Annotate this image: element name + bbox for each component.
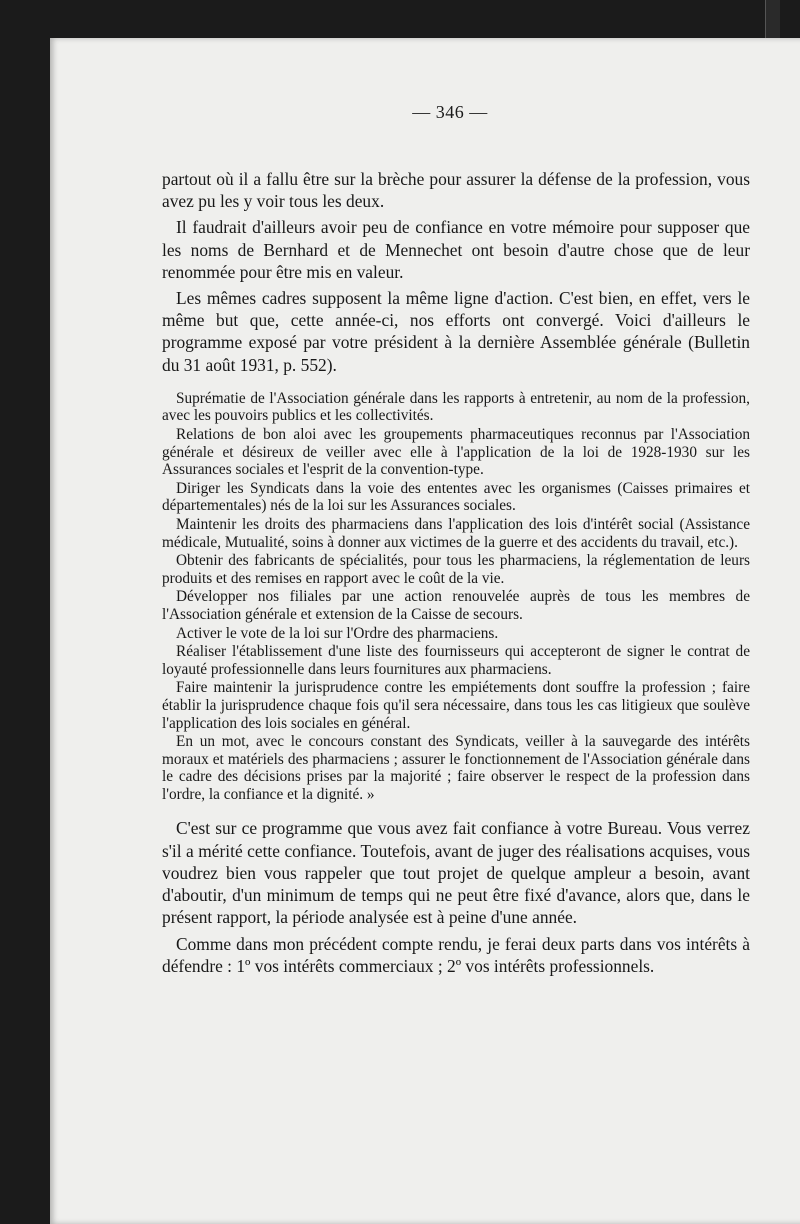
page-number: — 346 — [412, 102, 488, 122]
program-item-6: Développer nos filiales par une action renouvelée auprès de tous les membres de l'Association générale et extension de la Caisse de secours. [162, 588, 750, 623]
program-item-7: Activer le vote de la loi sur l'Ordre des pharmaciens. [176, 624, 499, 642]
program-item-1: Suprématie de l'Association générale dans les rapports à entretenir, au nom de la profession, avec les pouvoirs publics et les collectivités. [162, 389, 750, 425]
closing-section [162, 817, 750, 976]
program-item-2: Relations de bon aloi avec les groupements pharmaceutiques reconnus par l'Association générale et désireux de veiller avec elle à l'application de la loi de 1928-1930 sur les Assurances sociales et l'esprit de la convention-type. [162, 426, 750, 479]
document-page [50, 38, 800, 1224]
program-item-5: Obtenir des fabricants de spécialités, pour tous les pharmaciens, la réglementation de leurs produits et des remises en rapport avec le coût de la vie. [162, 552, 750, 587]
program-item-4: Maintenir les droits des pharmaciens dans l'application des lois d'intérêt social (Assistance médicale, Mutualité, soins à donner aux victimes de la guerre et des accidents du travail, etc.). [162, 515, 750, 551]
program-item-8: Réaliser l'établissement d'une liste des fournisseurs qui accepteront de signer le contrat de loyauté professionnelle dans leurs fournitures aux pharmaciens. [162, 643, 750, 678]
program-item-10: En un mot, avec le concours constant des Syndicats, veiller à la sauvegarde des intérêts moraux et matériels des pharmaciens ; assurer le fonctionnement de l'Association générale dans le cadre des décisions prises par la majorité ; faire observer le respect de la profession dans l'ordre, la confiance et la dignité. » [162, 733, 750, 803]
intro-paragraph-1: partout où il a fallu être sur la brèche pour assurer la défense de la profession, vous avez pu les y voir tous les deux. [162, 169, 750, 212]
outro-paragraph-2: Comme dans mon précédent compte rendu, je ferai deux parts dans vos intérêts à défendre : 1º vos intérêts commerciaux ; 2º vos intérêts professionnels. [162, 933, 750, 976]
program-item-3: Diriger les Syndicats dans la voie des ententes avec les organismes (Caisses primaires et départementales) nés de la loi sur les Assurances sociales. [162, 479, 750, 515]
intro-paragraph-3: Les mêmes cadres supposent la même ligne d'action. C'est bien, en effet, vers le même but que, cette année-ci, nos efforts ont convergé. Voici d'ailleurs le programme exposé par votre président à la dernière Assemblée générale (Bulletin du 31 août 1931, p. 552). [162, 288, 750, 375]
program-item-9: Faire maintenir la jurisprudence contre les empiétements dont souffre la profession ; faire établir la jurisprudence chaque fois qu'il sera nécessaire, dans tous les cas litigieux que soulève l'application des lois sociales en général. [162, 679, 750, 732]
intro-paragraph-2: Il faudrait d'ailleurs avoir peu de confiance en votre mémoire pour supposer que les noms de Bernhard et de Mennechet ont besoin d'autre chose que de leur renommée pour être mis en valeur. [162, 217, 750, 282]
body-text [162, 168, 750, 981]
program-quotation [162, 390, 750, 804]
outro-paragraph-1: C'est sur ce programme que vous avez fait confiance à votre Bureau. Vous verrez s'il a mérité cette confiance. Toutefois, avant de juger des réalisations acquises, vous voudrez bien vous rappeler que tout projet de quelque ampleur a besoin, avant d'aboutir, d'un minimum de temps qui ne peut être fixé d'avance, alors que, dans le présent rapport, la période analysée est à peine d'une année. [162, 818, 750, 928]
